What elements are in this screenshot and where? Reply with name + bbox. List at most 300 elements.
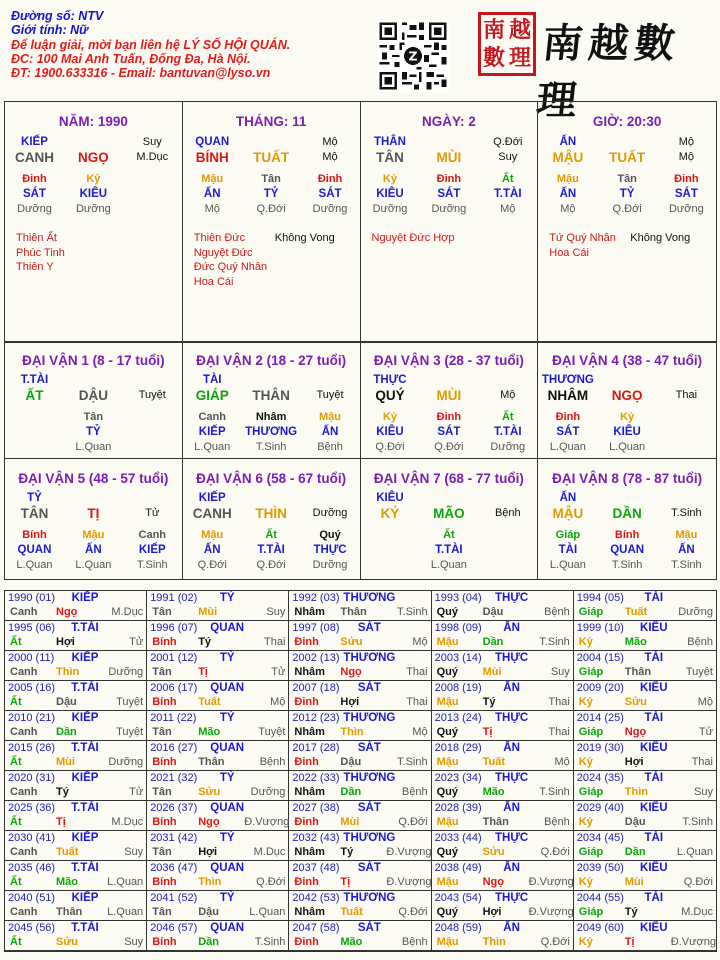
year-ten-god: TÀI: [644, 892, 664, 904]
year-branch: Thân: [56, 906, 83, 918]
year-stem: Quý: [436, 846, 458, 858]
dai-van-top-row: [5, 491, 182, 506]
dai-van-growth-0: Q.Đới: [197, 559, 227, 571]
year-stem: Canh: [10, 906, 38, 918]
year-ten-god: THỰC: [495, 892, 529, 904]
year-pillar-row: [574, 756, 716, 768]
dai-van-ten-god-row: [5, 543, 182, 558]
pillar-growth-1: Q.Đới: [612, 203, 642, 215]
year-stem: Giáp: [578, 606, 604, 618]
year-pillar-row: [432, 936, 573, 948]
year-cell: [289, 921, 431, 951]
year-ten-god: THƯƠNG: [343, 772, 396, 784]
year-growth: Dưỡng: [678, 606, 713, 618]
dai-van-hidden: [361, 410, 538, 425]
dai-van-growth-2: [478, 558, 537, 573]
year-stem: Đinh: [294, 636, 319, 648]
dai-van-ten-god-row-1: TỶ: [86, 426, 101, 438]
year-branch: Dậu: [56, 696, 77, 708]
dai-van-top-row: [5, 373, 182, 388]
dai-van-top-row: [538, 491, 716, 506]
year-pillar-row: [289, 876, 430, 888]
dai-van-stem-branch-2: Tuyệt: [316, 389, 344, 401]
pillar-growth: [5, 202, 182, 217]
dai-van-top-row: [183, 491, 360, 506]
dai-van-hidden: [5, 410, 182, 425]
pillar-growth-0: Dưỡng: [17, 203, 52, 215]
year-branch: Tý: [482, 696, 496, 708]
year-ten-god: QUAN: [210, 742, 245, 754]
year-branch: Mão: [624, 636, 647, 648]
dai-van-hidden-2: Mậu: [675, 529, 698, 541]
year-label: 2041 (52): [150, 892, 198, 904]
year-stem: Quý: [436, 606, 458, 618]
year-growth: Tuyệt: [116, 696, 144, 708]
dai-van-stem-branch-0: KỶ: [380, 506, 400, 521]
year-label: 2014 (25): [576, 712, 624, 724]
year-pillar-row: [289, 726, 430, 738]
year-cell: [289, 741, 431, 771]
pillar-ten-god-0: SÁT: [22, 188, 46, 200]
pillar-top-1: [598, 135, 657, 150]
year-cell: [147, 891, 289, 921]
address: ĐC: 100 Mai Anh Tuấn, Đống Đa, Hà Nội.: [11, 51, 251, 66]
pillar-stem-branch-0: TÂN: [376, 150, 404, 165]
star-name: Hoa Cái: [549, 246, 589, 259]
dai-van-title: ĐẠI VẬN 8 (78 - 87 tuổi): [552, 471, 703, 486]
dai-van-cell: [538, 459, 716, 579]
year-growth: Thai: [263, 636, 286, 648]
year-growth: Thai: [406, 666, 428, 678]
year-pillar-row: [5, 696, 146, 708]
year-growth: Thai: [548, 696, 570, 708]
pillar-cell: [538, 102, 716, 342]
year-growth: T.Sinh: [397, 606, 428, 618]
pillar-top-row: [361, 135, 538, 150]
pillar-hidden-stem-1: Tân: [261, 173, 281, 185]
year-growth: Đ.Vượng: [670, 936, 716, 948]
pillar-hidden-stem-2: Đinh: [317, 173, 343, 185]
year-pillar-row: [147, 876, 288, 888]
dai-van-growth: [361, 440, 538, 455]
khong-vong-label: Không Vong: [630, 232, 691, 244]
year-branch: Tị: [482, 726, 493, 738]
dai-van-ten-god-row: [538, 543, 716, 558]
year-stem: Bính: [152, 816, 177, 828]
dai-van-stem-branch-0: NHÂM: [547, 388, 589, 403]
dai-van-ten-god-row-2: [123, 425, 182, 440]
year-label: 2007 (18): [292, 682, 340, 694]
year-pillar-row: [574, 936, 716, 948]
year-cell: [5, 741, 147, 771]
pillar-hidden-stem-0: Mậu: [201, 173, 224, 185]
pillar-growth-2: [123, 202, 182, 217]
year-branch: Tị: [624, 936, 635, 948]
year-cell: [289, 651, 431, 681]
dai-van-ten-god: TÀI: [202, 374, 222, 386]
pillar-growth: [361, 202, 538, 217]
year-pillar-row: [289, 786, 430, 798]
chart-id: Đường số: NTV: [11, 9, 104, 23]
year-stem: Mậu: [436, 696, 459, 708]
year-cell: [432, 771, 574, 801]
year-ten-god: THỰC: [495, 712, 529, 724]
pillar-stem-branch-1: NGỌ: [77, 150, 109, 165]
dai-van-ten-god-row-0: TÀI: [558, 544, 578, 556]
year-ten-god: KIẾP: [71, 832, 99, 844]
year-growth: Dưỡng: [108, 756, 144, 768]
year-ten-god: QUAN: [210, 922, 245, 934]
dai-van-hidden-0: [361, 528, 420, 543]
pillar-growth-0: Mộ: [204, 203, 220, 215]
year-label: 2010 (21): [8, 712, 56, 724]
year-cell: [574, 711, 716, 741]
year-growth: Đ.Vượng: [528, 876, 574, 888]
year-pillar-row: [147, 726, 288, 738]
dai-van-stem-branch-0: QUÝ: [375, 388, 405, 403]
dai-van-title: ĐẠI VẬN 5 (48 - 57 tuổi): [18, 471, 169, 486]
year-ten-god: T.TÀI: [71, 682, 99, 694]
year-ten-god: THỰC: [495, 832, 529, 844]
year-label: 2018 (29): [434, 742, 482, 754]
year-cell: [5, 651, 147, 681]
dai-van-growth-2: [657, 440, 716, 455]
pillar-ten-god-1: SÁT: [437, 188, 461, 200]
dai-van-ten-god-row: [183, 425, 360, 440]
pillar-ten-god-2: SÁT: [318, 188, 342, 200]
year-branch: Ngọ: [482, 876, 504, 888]
year-ten-god: KIÊU: [640, 622, 668, 634]
year-cell: [147, 801, 289, 831]
year-cell: [432, 831, 574, 861]
pillar-hidden-stem-0: Kỷ: [382, 173, 397, 185]
pillar-stem-branch: [5, 150, 182, 172]
dai-van-growth: [538, 558, 716, 573]
pillar-stem-branch: [361, 150, 538, 172]
year-stem: Giáp: [578, 846, 604, 858]
year-branch: Dậu: [482, 606, 504, 618]
year-ten-god: THƯƠNG: [343, 832, 396, 844]
dai-van-stem-branch-0: CANH: [192, 506, 232, 521]
year-branch: Mão: [198, 726, 221, 738]
pillar-top-0: QUAN: [195, 136, 230, 148]
year-pillar-row: [289, 696, 430, 708]
year-label: 2023 (34): [434, 772, 482, 784]
pillar-ten-god-2: SÁT: [674, 188, 698, 200]
dai-van-hidden: [538, 528, 716, 543]
year-cell: [574, 741, 716, 771]
pillar-top-0: ẤN: [559, 136, 577, 148]
dai-van-hidden-0: Giáp: [555, 529, 581, 541]
dai-van-growth-1: L.Quan: [75, 559, 112, 571]
year-growth: T.Sinh: [397, 756, 428, 768]
year-ten-god: SÁT: [357, 622, 381, 634]
year-growth: Q.Đới: [540, 936, 570, 948]
dai-van-stem-branch-1: TỊ: [87, 506, 100, 521]
dai-van-top-row: [538, 373, 716, 388]
pillar-growth-1: Dưỡng: [431, 203, 467, 215]
year-pillar-row: [432, 906, 573, 918]
year-label: 1992 (03): [292, 592, 340, 604]
pillar-ten-god-1: KIÊU: [79, 188, 108, 200]
year-growth: L.Quan: [107, 906, 144, 918]
year-ten-god: KIÊU: [640, 742, 668, 754]
year-growth: T.Sinh: [254, 936, 286, 948]
dai-van-cell: [183, 341, 361, 459]
year-growth: T.Sinh: [539, 636, 570, 648]
pillar-top-1: [419, 135, 478, 150]
pillar-hidden-stem-2: [123, 172, 182, 187]
pillar-stem-branch-1: TUẤT: [609, 150, 646, 165]
dai-van-growth-0: [361, 558, 420, 573]
khong-vong-label: Không Vong: [274, 232, 335, 244]
dai-van-growth-1: L.Quan: [75, 441, 112, 453]
year-ten-god: THỰC: [495, 772, 529, 784]
star-name: Thiên Đức: [193, 232, 246, 244]
pillar-ten-god-0: ẤN: [203, 188, 221, 200]
dai-van-ten-god-row-2: KIẾP: [138, 544, 166, 556]
year-cell: [147, 741, 289, 771]
year-ten-god: SÁT: [357, 742, 381, 754]
dai-van-ten-god-row-1: SÁT: [437, 426, 461, 438]
year-growth: Thai: [548, 726, 570, 738]
red-seal: 南 越 數 理: [478, 12, 536, 76]
year-pillar-row: [432, 816, 573, 828]
year-cell: [574, 771, 716, 801]
year-label: 2002 (13): [292, 652, 340, 664]
pillar-ten-god-0: KIÊU: [376, 188, 404, 200]
year-growth: Suy: [694, 786, 713, 798]
year-stem: Tân: [152, 606, 172, 618]
dai-van-hidden-2: [657, 410, 716, 425]
year-branch: Mão: [482, 786, 505, 798]
year-label: 2048 (59): [434, 922, 482, 934]
dai-van-growth-0: L.Quan: [549, 441, 586, 453]
pillar-top-1: [64, 135, 123, 150]
dai-van-ten-god-row-1: T.TÀI: [257, 544, 285, 556]
yearly-grid: [4, 590, 717, 952]
year-growth: Bệnh: [687, 636, 713, 648]
year-cell: [432, 741, 574, 771]
dai-van-ten-god-row: [361, 543, 538, 558]
pillar-ten-god: [361, 187, 538, 202]
year-stem: Tân: [152, 846, 172, 858]
dai-van-stem-branch: [538, 388, 716, 410]
year-label: 1991 (02): [150, 592, 198, 604]
year-stem: Ất: [10, 756, 22, 768]
pillar-stars: [183, 231, 360, 289]
year-label: 2012 (23): [292, 712, 340, 724]
year-pillar-row: [432, 606, 573, 618]
year-cell: [147, 861, 289, 891]
year-stem: Bính: [152, 696, 177, 708]
year-ten-god: SÁT: [357, 922, 381, 934]
year-pillar-row: [574, 666, 716, 678]
year-pillar-row: [289, 756, 430, 768]
dai-van-ten-god-row: [183, 543, 360, 558]
year-growth: Bệnh: [544, 606, 570, 618]
year-ten-god: QUAN: [210, 862, 245, 874]
year-label: 2034 (45): [576, 832, 624, 844]
dai-van-ten-god: THỰC: [373, 374, 407, 386]
year-stem: Nhâm: [294, 726, 325, 738]
year-stem: Canh: [10, 606, 38, 618]
year-cell: [5, 681, 147, 711]
year-cell: [147, 831, 289, 861]
year-branch: Dần: [482, 636, 504, 648]
year-cell: [147, 591, 289, 621]
contact-note: Để luận giải, mời bạn liên hệ LÝ SỐ HỘI QUÁN.: [11, 37, 291, 52]
pillar-top-1: [242, 135, 301, 150]
year-branch: Dậu: [624, 816, 646, 828]
year-cell: [5, 861, 147, 891]
year-ten-god: TỶ: [219, 772, 235, 784]
year-pillar-row: [5, 906, 146, 918]
year-label: 2024 (35): [576, 772, 624, 784]
year-cell: [5, 891, 147, 921]
year-branch: Thìn: [198, 876, 222, 888]
dai-van-stem-branch: [361, 506, 538, 528]
year-stem: Nhâm: [294, 786, 325, 798]
pillar-stem-branch: [183, 150, 360, 172]
pillar-title: NĂM: 1990: [58, 114, 128, 129]
year-cell: [289, 831, 431, 861]
year-stem: Đinh: [294, 696, 319, 708]
dai-van-growth: [5, 558, 182, 573]
year-branch: Ngọ: [340, 666, 362, 678]
year-growth: Thai: [406, 696, 428, 708]
dai-van-hidden-1: Ất: [265, 529, 277, 541]
year-stem: Giáp: [578, 726, 604, 738]
pillar-stem-branch-1: TUẤT: [253, 150, 290, 165]
year-ten-god: KIẾP: [71, 892, 99, 904]
year-growth: T.Sinh: [682, 816, 713, 828]
dai-van-top-row: [361, 491, 538, 506]
dai-van-hidden-0: [5, 410, 64, 425]
year-cell: [574, 891, 716, 921]
year-branch: Dậu: [340, 756, 362, 768]
year-label: 2017 (28): [292, 742, 340, 754]
pillar-hidden-stem: [538, 172, 716, 187]
year-cell: [147, 621, 289, 651]
year-stem: Quý: [436, 666, 458, 678]
dai-van-ten-god-row-0: KIẾP: [198, 426, 226, 438]
star-name: Hoa Cái: [193, 275, 234, 288]
year-branch: Hợi: [56, 636, 75, 648]
dai-van-stem-branch-2: Tuyệt: [138, 389, 166, 401]
year-branch: Mùi: [340, 816, 360, 828]
year-stem: Tân: [152, 906, 172, 918]
dai-van-top-row: [183, 373, 360, 388]
year-label: 2000 (11): [8, 652, 55, 664]
pillar-top-2: Suy: [142, 136, 162, 148]
year-growth: Dưỡng: [108, 666, 144, 678]
pillar-top-2: Mộ: [322, 136, 338, 148]
year-pillar-row: [432, 666, 573, 678]
year-growth: Suy: [124, 936, 144, 948]
year-branch: Tuất: [340, 906, 363, 918]
year-branch: Sửu: [624, 696, 647, 708]
pillar-ten-god-2: T.TÀI: [494, 188, 522, 200]
year-branch: Mùi: [482, 666, 502, 678]
year-ten-god: ẤN: [503, 622, 520, 634]
year-stem: Bính: [152, 636, 177, 648]
pillar-growth-2: Dưỡng: [312, 203, 348, 215]
dai-van-growth-0: L.Quan: [549, 559, 586, 571]
dai-van-ten-god-row: [361, 425, 538, 440]
year-label: 2029 (40): [576, 802, 624, 814]
year-cell: [5, 831, 147, 861]
dai-van-ten-god: THƯƠNG: [541, 374, 594, 386]
year-growth: Đ.Vượng: [244, 816, 290, 828]
pillar-hidden-stem-1: Kỷ: [86, 173, 101, 185]
dai-van-hidden-1: Nhâm: [255, 411, 287, 423]
year-cell: [147, 681, 289, 711]
year-stem: Giáp: [578, 906, 604, 918]
year-ten-god: THỰC: [495, 592, 529, 604]
dai-van-ten-god-row-0: QUAN: [17, 544, 52, 556]
year-stem: Canh: [10, 726, 38, 738]
year-growth: Tử: [129, 786, 144, 798]
pillar-stem-branch-2: Suy: [498, 151, 518, 163]
pillar-stem-branch-0: BÍNH: [195, 150, 229, 165]
year-label: 1993 (04): [434, 592, 482, 604]
pillar-ten-god: [538, 187, 716, 202]
year-pillar-row: [147, 816, 288, 828]
year-branch: Tý: [624, 906, 638, 918]
year-branch: Thìn: [482, 936, 506, 948]
year-growth: M.Dục: [253, 846, 286, 858]
year-ten-god: TỶ: [219, 832, 235, 844]
year-branch: Mùi: [198, 606, 218, 618]
year-label: 2019 (30): [576, 742, 624, 754]
year-ten-god: THƯƠNG: [343, 652, 396, 664]
pillar-top-0: THÂN: [373, 136, 406, 148]
dai-van-title: ĐẠI VẬN 3 (28 - 37 tuổi): [373, 353, 524, 368]
year-pillar-row: [432, 636, 573, 648]
year-growth: Suy: [124, 846, 144, 858]
year-ten-god: T.TÀI: [71, 622, 99, 634]
dai-van-growth: [538, 440, 716, 455]
year-ten-god: KIÊU: [640, 802, 668, 814]
dai-van-growth-1: T.Sinh: [611, 559, 643, 571]
year-ten-god: KIÊU: [640, 922, 668, 934]
year-ten-god: THỰC: [495, 652, 529, 664]
dai-van-growth-0: L.Quan: [194, 441, 231, 453]
year-pillar-row: [147, 756, 288, 768]
dai-van-ten-god-row-2: [657, 425, 716, 440]
year-branch: Dần: [56, 726, 77, 738]
year-cell: [574, 621, 716, 651]
year-growth: M.Dục: [681, 906, 713, 918]
year-growth: Tuyệt: [685, 666, 713, 678]
year-ten-god: KIẾP: [71, 592, 99, 604]
pillar-hidden-stem: [5, 172, 182, 187]
year-ten-god: TÀI: [644, 832, 664, 844]
year-label: 1994 (05): [576, 592, 624, 604]
year-ten-god: KIÊU: [640, 862, 668, 874]
year-stem: Giáp: [578, 666, 604, 678]
year-cell: [5, 801, 147, 831]
year-branch: Mùi: [624, 876, 644, 888]
pillar-top-row: [538, 135, 716, 150]
pillar-growth: [538, 202, 716, 217]
year-stem: Kỷ: [578, 936, 593, 948]
dai-van-growth-2: Bệnh: [317, 441, 343, 453]
dai-van-ten-god: KIÊU: [376, 492, 404, 504]
year-growth: Tử: [698, 726, 713, 738]
dai-van-growth-2: Dưỡng: [490, 441, 526, 453]
